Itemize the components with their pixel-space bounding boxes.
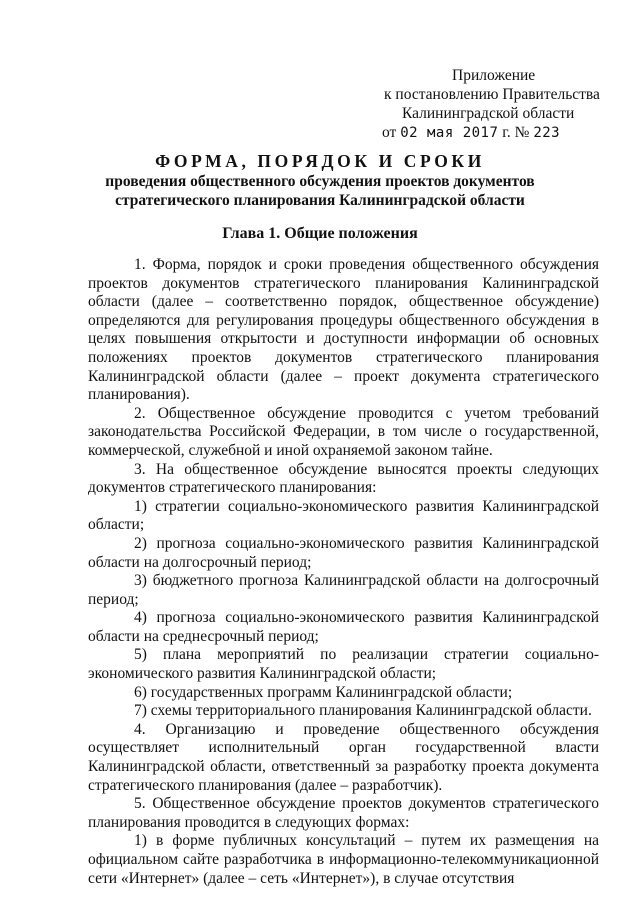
paragraph-5: 5. Общественное обсуждение проектов документов стратегического планирования проводится в следующих формах: <box>88 795 599 831</box>
chapter-heading: Глава 1. Общие положения <box>222 225 418 242</box>
year-number-label: г. № <box>502 124 530 141</box>
title-subtitle-line-1: проведения общественного обсуждения проектов документов <box>105 173 535 190</box>
document-body <box>88 256 599 888</box>
list-item-3-4: 4) прогноза социально-экономического развития Калининградской области на среднесрочный период; <box>88 609 599 645</box>
list-item-3-7: 7) схемы территориального планирования Калининградской области. <box>134 702 592 720</box>
paragraph-4: 4. Организацию и проведение общественного обсуждения осуществляет исполнительный орган государственной власти Калининградской области, ответственный за разработку проекта документа стратегического планирования (далее – разработчик). <box>88 720 599 794</box>
date-prefix: от <box>382 124 397 141</box>
list-item-5-1: 1) в форме публичных консультаций – путем их размещения на официальном сайте разработчика в информационно-телекоммуникационной сети «Интернет» (далее – сеть «Интернет»), в случае отсутствия <box>88 832 599 887</box>
appendix-date-line <box>382 123 622 143</box>
list-item-3-1: 1) стратегии социально-экономического развития Калининградской области; <box>88 497 599 534</box>
list-item-3-5: 5) плана мероприятий по реализации стратегии социально-экономического развития Калининградской области; <box>88 646 599 683</box>
date-stamp: 02 мая 2017 <box>400 125 499 141</box>
appendix-block <box>382 66 622 143</box>
appendix-decree-ref: к постановлению Правительства <box>384 86 600 103</box>
list-item-3-3: 3) бюджетного прогноза Калининградской области на долгосрочный период; <box>88 572 599 608</box>
list-item-3-2: 2) прогноза социально-экономического развития Калининградской области на долгосрочный период; <box>88 534 599 571</box>
paragraph-1: 1. Форма, порядок и сроки проведения общественного обсуждения проектов документов стратегического планирования Калининградской области (далее – соответственно порядок, общественное обсуждение) определяются для регулирования процедуры общественного обсуждения в целях повышения открытости и доступности информации об основных положениях проектов документов стратегического планирования Калининградской области (далее – проект документа стратегического планирования). <box>88 256 599 404</box>
document-title <box>0 150 640 210</box>
appendix-label: Приложение <box>452 67 536 84</box>
appendix-region: Калининградской области <box>402 105 575 122</box>
title-main: ФОРМА, ПОРЯДОК И СРОКИ <box>155 151 485 171</box>
title-subtitle-line-2: стратегического планирования Калининградской области <box>115 192 525 209</box>
list-item-3-6: 6) государственных программ Калининградской области; <box>134 683 513 701</box>
paragraph-3: 3. На общественное обсуждение выносятся проекты следующих документов стратегического планирования: <box>88 460 599 497</box>
decree-number: 223 <box>533 125 561 141</box>
paragraph-2: 2. Общественное обсуждение проводится с учетом требований законодательства Российской Федерации, в том числе о государственной, коммерческой, служебной и иной охраняемой законом тайне. <box>88 404 599 459</box>
